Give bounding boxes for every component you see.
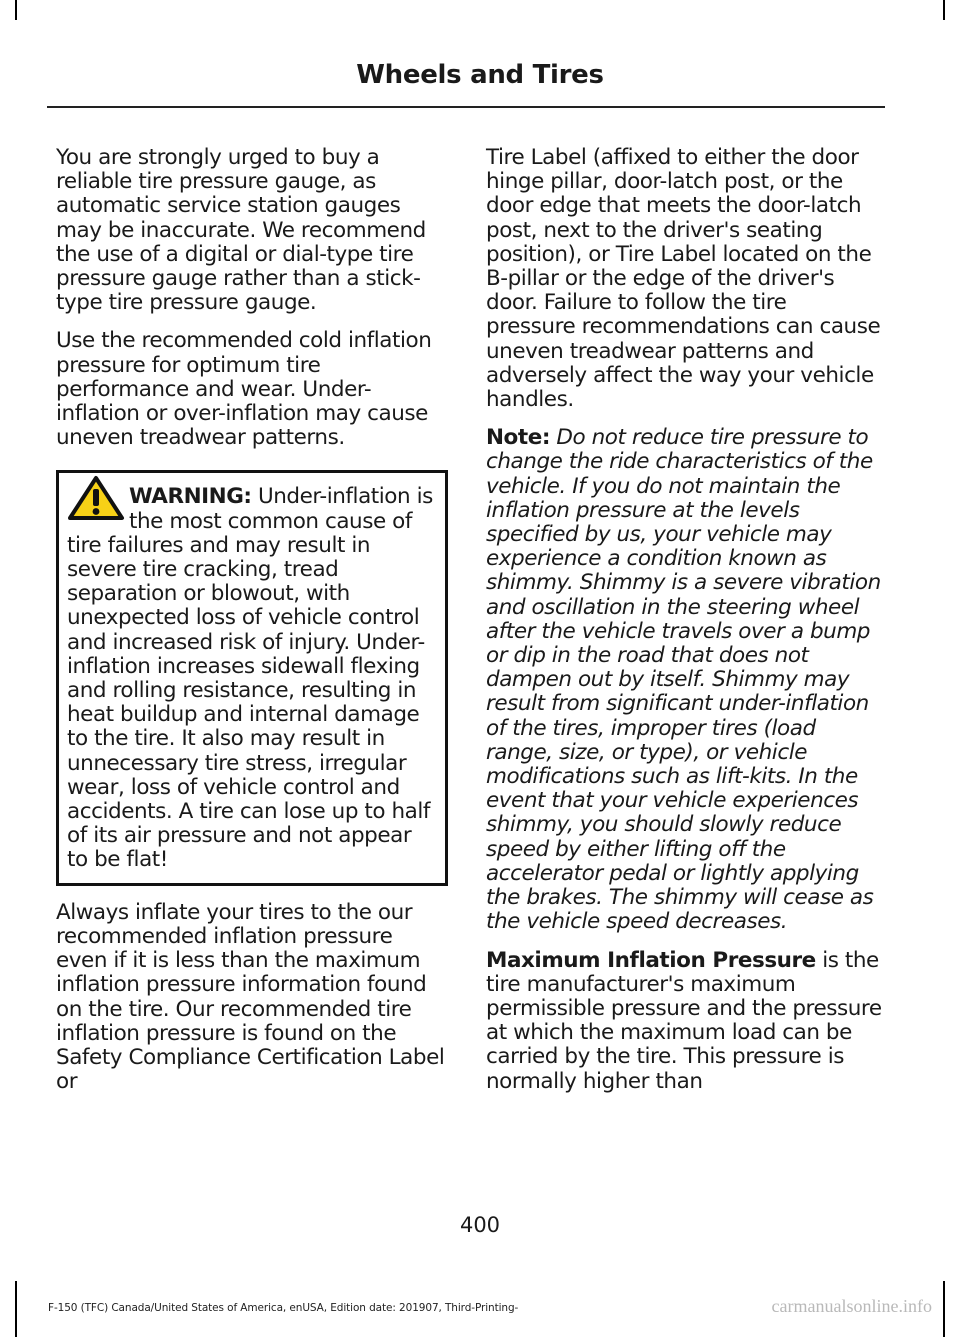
edition-footer: F-150 (TFC) Canada/United States of America, enUSA, Edition date: 201907, Third-Printing- [48, 1302, 519, 1314]
paragraph-cold-inflation: Use the recommended cold inflation pressure for optimum tire performance and wear. Under-inflation or over-inflation may cause uneven treadwear patterns. [56, 328, 432, 451]
header-divider [47, 106, 885, 108]
note-paragraph [486, 426, 882, 934]
page-number: 400 [459, 1213, 501, 1237]
warning-label: WARNING: [129, 484, 252, 510]
crop-mark-top-left [15, 0, 17, 20]
max-pressure-text: is the tire manufacturer's maximum permissible pressure and the pressure at which the maximum load can be carried by the tire. This pressure is normally higher than [486, 947, 882, 1094]
crop-mark-bottom-left [15, 1281, 17, 1337]
note-label: Note: [486, 425, 550, 451]
warning-triangle-icon [67, 475, 125, 521]
watermark: carmanualsonline.info [771, 1296, 932, 1316]
warning-text: Under-inflation is the most common cause of tire failures and may result in severe tire cracking, tread separation or blowout, with unexpected loss of vehicle control and increased risk of injury. Under-inflation increases sidewall flexing and rolling resistance, resulting in heat buildup and internal damage to the tire. It also may result in unnecessary tire stress, irregular wear, loss of vehicle control and accidents. A tire can lose up to half of its air pressure and not appear to be flat! [67, 484, 433, 873]
note-text: Do not reduce tire pressure to change the ride characteristics of the vehicle. If you do not maintain the inflation pressure at the levels specified by us, your vehicle may experience a condition known as shimmy. Shimmy is a severe vibration and oscillation in the steering wheel after the vehicle travels over a bump or dip in the road that does not dampen out by itself. Shimmy may result from significant under-inflation of the tires, improper tires (load range, size, or type), or vehicle modifications such as lift-kits. In the event that your vehicle experiences shimmy, you should slowly reduce speed by either lifting off the accelerator pedal or lightly applying the brakes. The shimmy will cease as the vehicle speed decreases. [486, 425, 881, 935]
page-title: Wheels and Tires [356, 60, 604, 90]
left-column [56, 146, 448, 1108]
paragraph-max-pressure [486, 949, 882, 1094]
crop-mark-top-right [943, 0, 945, 20]
paragraph-tire-label: Tire Label (affixed to either the door hinge pillar, door-latch post, or the door edge that meets the door-latch post, next to the driver's seating position), or Tire Label located on the B-pillar or the edge of the driver's door. Failure to follow the tire pressure recommendations can cause uneven treadwear patterns and adversely affect the way your vehicle handles. [486, 145, 881, 413]
right-column [486, 146, 882, 1108]
paragraph-inflate-tires: Always inflate your tires to the our recommended inflation pressure even if it is less than the maximum inflation pressure information found on the tire. Our recommended tire inflation pressure is found on the Safety Compliance Certification Label or [56, 899, 445, 1095]
max-pressure-label: Maximum Inflation Pressure [486, 947, 816, 973]
warning-box [56, 470, 448, 885]
crop-mark-bottom-right [943, 1281, 945, 1337]
paragraph-gauge-advice: You are strongly urged to buy a reliable tire pressure gauge, as automatic service station gauges may be inaccurate. We recommend the use of a digital or dial-type tire pressure gauge rather than a stick-type tire pressure gauge. [56, 145, 426, 316]
